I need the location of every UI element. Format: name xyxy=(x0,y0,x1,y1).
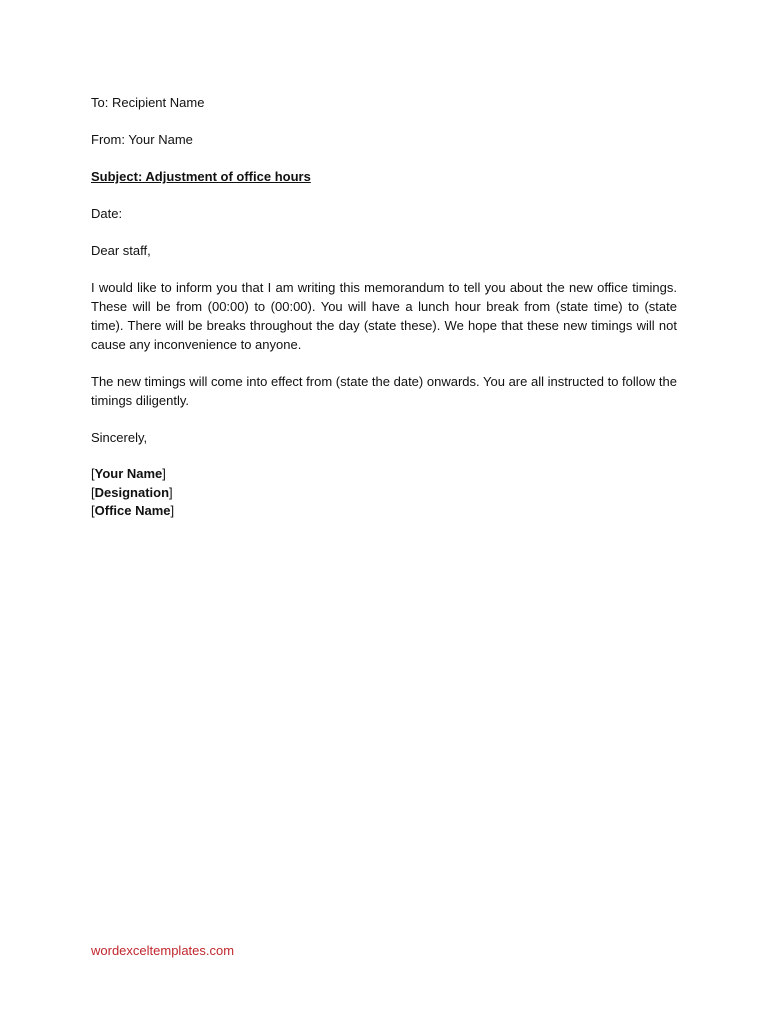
signature-name: [Your Name] xyxy=(91,466,166,481)
memo-closing: Sincerely, xyxy=(91,430,148,445)
memo-paragraph-2: The new timings will come into effect from (state the date) onwards. You are all instructed to follow the timings diligently. xyxy=(91,374,677,408)
footer-website-link[interactable]: wordexceltemplates.com xyxy=(91,943,235,958)
signature-designation-text: Designation xyxy=(94,484,170,500)
signature-name-text: Your Name xyxy=(94,466,163,481)
memo-from-line: From: Your Name xyxy=(91,132,193,147)
memo-to-line: To: Recipient Name xyxy=(91,95,205,110)
memo-paragraph-1: I would like to inform you that I am writing this memorandum to tell you about the new office timings. These will be from (00:00) to (00:00). You will have a lunch hour break from (state time) to (state time). There will be breaks throughout the day (state these). We hope that these new timings will not cause any inconvenience to anyone. xyxy=(91,280,677,352)
signature-designation: [Designation] xyxy=(91,484,173,500)
memo-body xyxy=(91,93,677,521)
memo-salutation: Dear staff, xyxy=(91,243,151,258)
memo-subject-line: Subject: Adjustment of office hours xyxy=(91,169,311,184)
memo-date-line: Date: xyxy=(91,206,123,221)
signature-office: [Office Name] xyxy=(91,503,175,518)
signature-office-text: Office Name xyxy=(94,503,171,518)
